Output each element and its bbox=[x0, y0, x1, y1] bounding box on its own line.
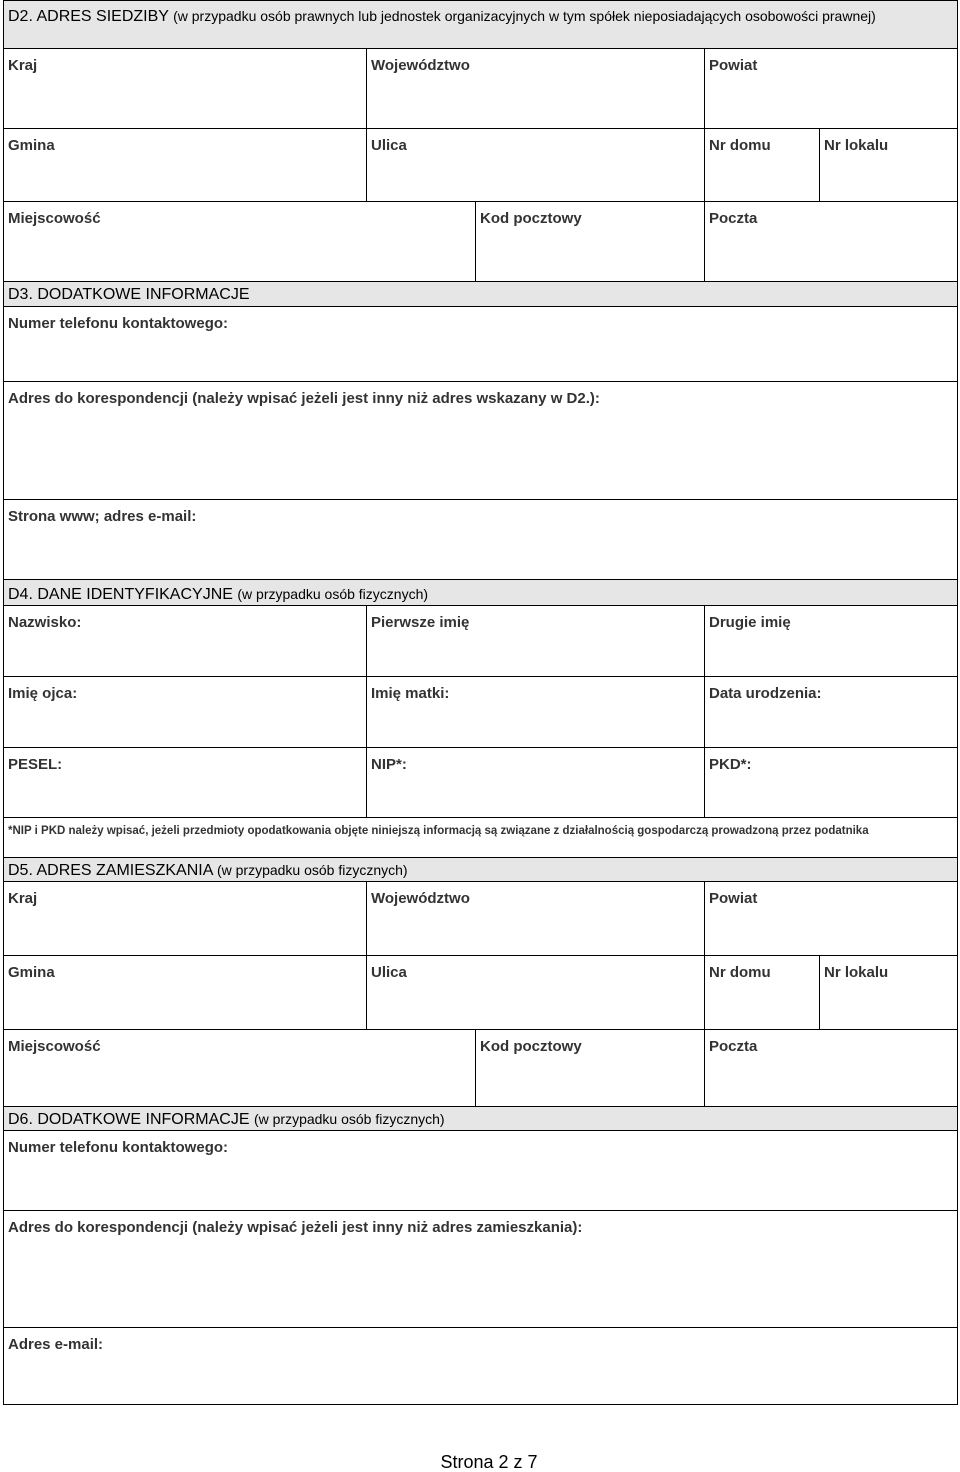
d2-nr-domu-label: Nr domu bbox=[709, 137, 771, 154]
section-d4-title: D4. DANE IDENTYFIKACYJNE bbox=[8, 586, 233, 603]
section-d4-title-wrap bbox=[8, 584, 428, 605]
d4-nazwisko-field[interactable] bbox=[4, 606, 366, 676]
d5-miejscowosc-field[interactable] bbox=[4, 1030, 475, 1106]
d2-kraj-label: Kraj bbox=[8, 57, 38, 74]
d4-pierwsze-imie-label: Pierwsze imię bbox=[371, 614, 470, 631]
d2-poczta-field[interactable] bbox=[704, 202, 957, 281]
section-d5-title: D5. ADRES ZAMIESZKANIA bbox=[8, 862, 213, 879]
d2-gmina-label: Gmina bbox=[8, 137, 55, 154]
d5-powiat-label: Powiat bbox=[709, 890, 758, 907]
d3-telefon-field[interactable] bbox=[4, 306, 957, 381]
d5-miejscowosc-label: Miejscowość bbox=[8, 1038, 101, 1055]
section-d2-subtitle: (w przypadku osób prawnych lub jednostek organizacyjnych w tym spółek nieposiadających osobowości prawnej) bbox=[173, 8, 876, 24]
d4-imie-matki-field[interactable] bbox=[366, 677, 704, 747]
d5-kraj-field[interactable] bbox=[4, 882, 366, 955]
d2-miejscowosc-label: Miejscowość bbox=[8, 210, 101, 227]
d4-imie-ojca-label: Imię ojca: bbox=[8, 685, 78, 702]
d4-nazwisko-label: Nazwisko: bbox=[8, 614, 82, 631]
d2-kraj-field[interactable] bbox=[4, 49, 366, 128]
section-d6-subtitle: (w przypadku osób fizycznych) bbox=[253, 1111, 445, 1127]
d2-nr-lokalu-label: Nr lokalu bbox=[824, 137, 889, 154]
d2-row-city bbox=[4, 201, 957, 281]
d6-telefon-field[interactable] bbox=[4, 1130, 957, 1210]
d5-kod-pocztowy-label: Kod pocztowy bbox=[480, 1038, 582, 1055]
d5-nr-lokalu-field[interactable] bbox=[819, 956, 957, 1029]
d3-adres-koresp-label: Adres do korespondencji (należy wpisać jeżeli jest inny niż adres wskazany w D2.): bbox=[8, 390, 600, 407]
d5-nr-lokalu-label: Nr lokalu bbox=[824, 964, 889, 981]
d3-adres-koresp-field[interactable] bbox=[4, 381, 957, 499]
section-d6-header bbox=[4, 1106, 957, 1130]
d2-powiat-field[interactable] bbox=[704, 49, 957, 128]
d3-www-label: Strona www; adres e-mail: bbox=[8, 508, 197, 525]
d2-kod-pocztowy-field[interactable] bbox=[475, 202, 704, 281]
d5-row-city bbox=[4, 1029, 957, 1106]
d4-drugie-imie-field[interactable] bbox=[704, 606, 957, 676]
d2-ulica-field[interactable] bbox=[366, 129, 704, 201]
d5-wojewodztwo-field[interactable] bbox=[366, 882, 704, 955]
page-number: Strona 2 z 7 bbox=[440, 1452, 538, 1472]
d4-pesel-label: PESEL: bbox=[8, 756, 63, 773]
d4-note: *NIP i PKD należy wpisać, jeżeli przedmioty opodatkowania objęte niniejszą informacją są związane z działalnością gospodarczą prowadzoną przez podatnika bbox=[8, 825, 869, 837]
d5-nr-domu-label: Nr domu bbox=[709, 964, 771, 981]
d4-pkd-label: PKD*: bbox=[709, 756, 752, 773]
d2-wojewodztwo-field[interactable] bbox=[366, 49, 704, 128]
d2-row-region bbox=[4, 48, 957, 128]
d2-gmina-field[interactable] bbox=[4, 129, 366, 201]
d5-poczta-label: Poczta bbox=[709, 1038, 758, 1055]
d2-miejscowosc-field[interactable] bbox=[4, 202, 475, 281]
d5-powiat-field[interactable] bbox=[704, 882, 957, 955]
d5-kod-pocztowy-field[interactable] bbox=[475, 1030, 704, 1106]
d2-kod-pocztowy-label: Kod pocztowy bbox=[480, 210, 582, 227]
page-footer bbox=[0, 1452, 960, 1472]
d4-drugie-imie-label: Drugie imię bbox=[709, 614, 791, 631]
d5-ulica-field[interactable] bbox=[366, 956, 704, 1029]
d4-imie-matki-label: Imię matki: bbox=[371, 685, 450, 702]
d6-email-field[interactable] bbox=[4, 1327, 957, 1405]
d4-nip-label: NIP*: bbox=[371, 756, 407, 773]
section-d2-header bbox=[4, 1, 957, 48]
d2-nr-lokalu-field[interactable] bbox=[819, 129, 957, 201]
d2-nr-domu-field[interactable] bbox=[704, 129, 819, 201]
d3-telefon-label: Numer telefonu kontaktowego: bbox=[8, 315, 229, 332]
d6-telefon-label: Numer telefonu kontaktowego: bbox=[8, 1139, 229, 1156]
d4-data-urodzenia-field[interactable] bbox=[704, 677, 957, 747]
d4-nip-field[interactable] bbox=[366, 748, 704, 817]
section-d5-subtitle: (w przypadku osób fizycznych) bbox=[216, 862, 408, 878]
section-d3-title: D3. DODATKOWE INFORMACJE bbox=[8, 286, 250, 303]
d4-imie-ojca-field[interactable] bbox=[4, 677, 366, 747]
d6-adres-koresp-label: Adres do korespondencji (należy wpisać jeżeli jest inny niż adres zamieszkania): bbox=[8, 1219, 583, 1236]
section-d2-title: D2. ADRES SIEDZIBY bbox=[8, 8, 169, 25]
tax-form bbox=[3, 0, 958, 1405]
section-d2-title-wrap bbox=[8, 6, 953, 27]
section-d5-header bbox=[4, 857, 957, 881]
d5-kraj-label: Kraj bbox=[8, 890, 38, 907]
d6-email-label: Adres e-mail: bbox=[8, 1336, 104, 1353]
d4-row-ids bbox=[4, 747, 957, 817]
section-d6-title: D6. DODATKOWE INFORMACJE bbox=[8, 1111, 250, 1128]
d5-row-region bbox=[4, 881, 957, 955]
section-d4-subtitle: (w przypadku osób fizycznych) bbox=[237, 586, 429, 602]
d4-row-parents bbox=[4, 676, 957, 747]
d2-wojewodztwo-label: Województwo bbox=[371, 57, 470, 74]
d5-gmina-field[interactable] bbox=[4, 956, 366, 1029]
d3-www-field[interactable] bbox=[4, 499, 957, 579]
d4-pierwsze-imie-field[interactable] bbox=[366, 606, 704, 676]
d4-note-row bbox=[4, 817, 957, 857]
section-d3-header bbox=[4, 281, 957, 306]
d5-row-street bbox=[4, 955, 957, 1029]
d2-powiat-label: Powiat bbox=[709, 57, 758, 74]
d4-data-urodzenia-label: Data urodzenia: bbox=[709, 685, 822, 702]
section-d6-title-wrap bbox=[8, 1109, 445, 1130]
d4-pkd-field[interactable] bbox=[704, 748, 957, 817]
d5-ulica-label: Ulica bbox=[371, 964, 407, 981]
section-d4-header bbox=[4, 579, 957, 605]
d2-poczta-label: Poczta bbox=[709, 210, 758, 227]
d5-gmina-label: Gmina bbox=[8, 964, 55, 981]
d5-nr-domu-field[interactable] bbox=[704, 956, 819, 1029]
d2-row-street bbox=[4, 128, 957, 201]
d2-ulica-label: Ulica bbox=[371, 137, 407, 154]
section-d5-title-wrap bbox=[8, 860, 408, 881]
d4-pesel-field[interactable] bbox=[4, 748, 366, 817]
d5-wojewodztwo-label: Województwo bbox=[371, 890, 470, 907]
d5-poczta-field[interactable] bbox=[704, 1030, 957, 1106]
d4-row-names bbox=[4, 605, 957, 676]
d6-adres-koresp-field[interactable] bbox=[4, 1210, 957, 1327]
